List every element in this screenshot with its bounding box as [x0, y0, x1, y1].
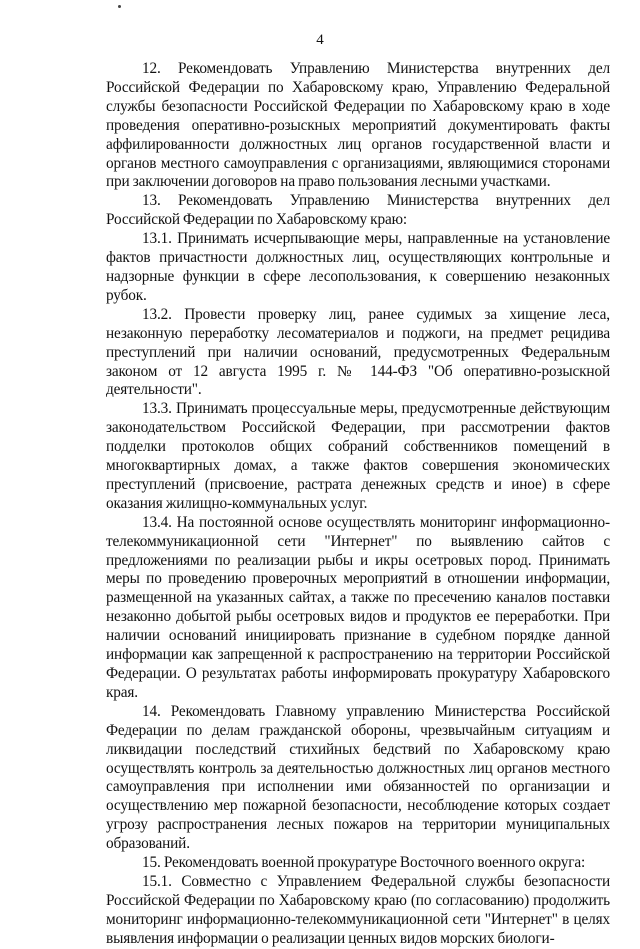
scan-speck: [118, 5, 121, 8]
paragraph-13: 13. Рекомендовать Управлению Министерства внутренних дел Российской Федерации по Хабаровскому краю:: [106, 192, 610, 229]
paragraph-13-2: 13.2. Провести проверку лиц, ранее судимых за хищение леса, незаконную переработку лесоматериалов и поджоги, на предмет рецидива преступлений при наличии оснований, предусмотренных Федеральным законом от 12 августа 1995 г. № 144-ФЗ "Об оперативно-розыскной деятельности".: [106, 305, 610, 399]
paragraph-14: 14. Рекомендовать Главному управлению Министерства Российской Федерации по делам гражданской обороны, чрезвычайным ситуациям и ликвидации последствий стихийных бедствий по Хабаровскому краю осуществлять контроль за деятельностью должностных лиц органов местного самоуправления при исполнении ими обязанностей по организации и осуществлению мер пожарной безопасности, несоблюдение которых создает угрозу распространения лесных пожаров на территории муниципальных образований.: [106, 702, 610, 853]
paragraph-15: 15. Рекомендовать военной прокуратуре Восточного военного округа:: [142, 854, 586, 872]
page-number: 4: [316, 32, 324, 48]
paragraph-13-4: 13.4. На постоянной основе осуществлять мониторинг информационно-телекоммуникационной сети "Интернет" по выявлению сайтов с предложениями по реализации рыбы и икры осетровых пород. Принимать меры по проведению проверочных мероприятий в отношении информации, размещенной на указанных сайтах, а также по пресечению каналов поставки незаконно добытой рыбы осетровых видов и продуктов ее переработки. При наличии оснований инициировать признание в судебном порядке данной информации как запрещенной к распространению на территории Российской Федерации. О результатах работы информировать прокуратуру Хабаровского края.: [106, 513, 610, 701]
paragraph-15-1: 15.1. Совместно с Управлением Федеральной службы безопасности Российской Федерации по Хабаровскому краю (по согласованию) продолжить мониторинг информационно-телекоммуникационной сети "Интернет" в целях выявления информации о реализации ценных видов морских биологи-: [106, 872, 610, 947]
paragraph-13-3: 13.3. Принимать процессуальные меры, предусмотренные действующим законодательством Российской Федерации, при рассмотрении фактов подделки протоколов общих собраний собственников помещений в многоквартирных домах, а также фактов совершения экономических преступлений (присвоение, растрата денежных средств и иное) в сфере оказания жилищно-коммунальных услуг.: [106, 400, 610, 512]
paragraph-13-1: 13.1. Принимать исчерпывающие меры, направленные на установление фактов причастности должностных лиц, осуществляющих контрольные и надзорные функции в сфере лесопользования, к совершению незаконных рубок.: [106, 230, 610, 304]
paragraph-12: 12. Рекомендовать Управлению Министерства внутренних дел Российской Федерации по Хабаровскому краю, Управлению Федеральной службы безопасности Российской Федерации по Хабаровскому краю в ходе проведения оперативно-розыскных мероприятий документировать факты аффилированности должностных лиц органов государственной власти и органов местного самоуправления с организациями, являющимися сторонами при заключении договоров на право пользования лесными участками.: [106, 60, 610, 191]
document-body: [106, 60, 610, 949]
